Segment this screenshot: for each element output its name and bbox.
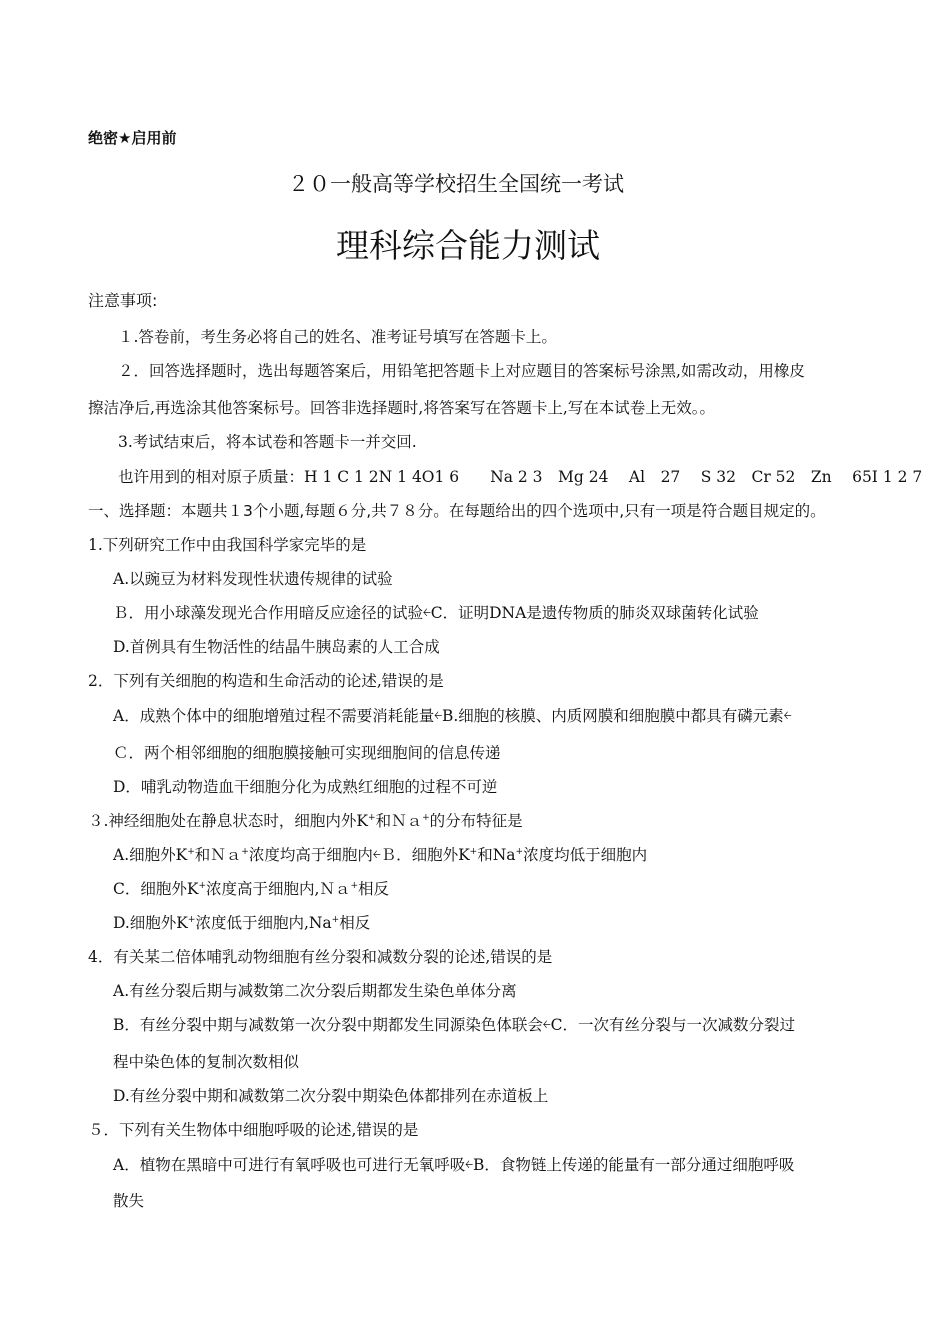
notice-item-2b: 擦洁净后,再选涂其他答案标号。回答非选择题时,将答案写在答题卡上,写在本试卷上无效。。 <box>88 399 716 417</box>
q3-ab-part: 浓度均高于细胞内￩Ｂ．细胞外K <box>248 846 470 864</box>
superscript-plus: + <box>469 846 478 857</box>
superscript-plus: + <box>331 914 340 925</box>
q2-option-d: D．哺乳动物造血干细胞分化为成熟红细胞的过程不可逆 <box>113 778 498 796</box>
superscript-plus: + <box>187 846 195 857</box>
q4-option-d: D.有丝分裂中期和减数第二次分裂中期染色体都排列在赤道板上 <box>113 1087 549 1105</box>
q4-stem: 4．有关某二倍体哺乳动物细胞有丝分裂和减数分裂的论述,错误的是 <box>88 948 553 966</box>
q1-option-bc: Ｂ．用小球藻发现光合作用暗反应途径的试验￩C．证明DNA是遗传物质的肺炎双球菌转化试验 <box>113 604 759 622</box>
superscript-plus: + <box>187 914 196 925</box>
q3-ab-part: A.细胞外K <box>113 846 188 864</box>
q4-option-a: A.有丝分裂后期与减数第二次分裂后期都发生染色单体分离 <box>113 982 517 1000</box>
q4-option-bc-a: B．有丝分裂中期与减数第一次分裂中期都发生同源染色体联会￩C．一次有丝分裂与一次减数分裂过 <box>113 1016 796 1034</box>
q3-c-part: 相反 <box>357 880 389 898</box>
notice-heading: 注意事项: <box>88 291 158 310</box>
secret-label: 绝密★启用前 <box>88 129 177 147</box>
q5-option-ab-a: A．植物在黑暗中可进行有氧呼吸也可进行无氧呼吸￩B．食物链上传递的能量有一部分通过细胞呼吸 <box>113 1156 795 1174</box>
paper-title: 理科综合能力测试 <box>336 226 600 265</box>
superscript-plus: + <box>422 812 430 823</box>
q3-d-part: D.细胞外K <box>113 914 188 932</box>
q3-option-c <box>113 879 389 899</box>
superscript-plus: + <box>241 846 249 857</box>
q5-option-ab-b: 散失 <box>113 1192 145 1210</box>
q3-ab-part: 浓度均低于细胞内 <box>523 846 648 864</box>
q2-stem: 2．下列有关细胞的构造和生命活动的论述,错误的是 <box>88 672 444 690</box>
q3-option-ab <box>113 845 647 865</box>
q4-option-bc-b: 程中染色体的复制次数相似 <box>113 1053 300 1071</box>
q3-d-part: 相反 <box>339 914 371 932</box>
superscript-plus: + <box>368 812 376 823</box>
q1-option-a: A.以豌豆为材料发现性状遗传规律的试验 <box>113 570 393 588</box>
superscript-plus: + <box>350 880 358 891</box>
q5-stem: ５．下列有关生物体中细胞呼吸的论述,错误的是 <box>88 1121 419 1139</box>
q3-stem-pre: ３.神经细胞处在静息状态时，细胞内外K <box>88 812 369 830</box>
q1-stem: 1.下列研究工作中由我国科学家完毕的是 <box>88 536 367 554</box>
q3-ab-part: 和Na <box>477 846 516 864</box>
q3-option-d <box>113 913 370 933</box>
q2-option-c: Ｃ．两个相邻细胞的细胞膜接触可实现细胞间的信息传递 <box>113 744 501 762</box>
q3-c-part: C．细胞外K <box>113 880 199 898</box>
notice-item-2a: ２．回答选择题时，选出每题答案后，用铅笔把答题卡上对应题目的答案标号涂黑,如需改动，用橡皮 <box>118 362 805 380</box>
q3-stem <box>88 811 523 831</box>
superscript-plus: + <box>515 846 524 857</box>
superscript-plus: + <box>198 880 206 891</box>
q1-option-d: D.首例具有生物活性的结晶牛胰岛素的人工合成 <box>113 638 440 656</box>
q3-d-part: 浓度低于细胞内,Na <box>195 914 332 932</box>
q3-stem-post: 的分布特征是 <box>429 812 523 830</box>
notice-item-3: 3.考试结束后，将本试卷和答题卡一并交回. <box>118 433 417 451</box>
q3-stem-mid: 和Ｎａ <box>375 812 423 830</box>
exam-title: ２０一般高等学校招生全国统一考试 <box>288 172 624 196</box>
section-heading: 一、选择题：本题共１3个小题,每题６分,共７８分。在每题给出的四个选项中,只有一项是符合题目规定的。 <box>88 502 826 520</box>
notice-item-1: １.答卷前，考生务必将自己的姓名、准考证号填写在答题卡上。 <box>118 328 557 346</box>
q2-option-ab: A．成熟个体中的细胞增殖过程不需要消耗能量￩B.细胞的核膜、内质网膜和细胞膜中都具有磷元素￩ <box>113 707 792 725</box>
atomic-mass-line: 也许用到的相对原子质量：H 1 C 1 2N 1 4O1 6 Na 2 3 Mg 24 Al 27 S 32 Cr 52 Zn 65I 1 2 7 <box>118 468 923 486</box>
q3-ab-part: 和Ｎａ <box>194 846 242 864</box>
q3-c-part: 浓度高于细胞内,Ｎａ <box>206 880 351 898</box>
